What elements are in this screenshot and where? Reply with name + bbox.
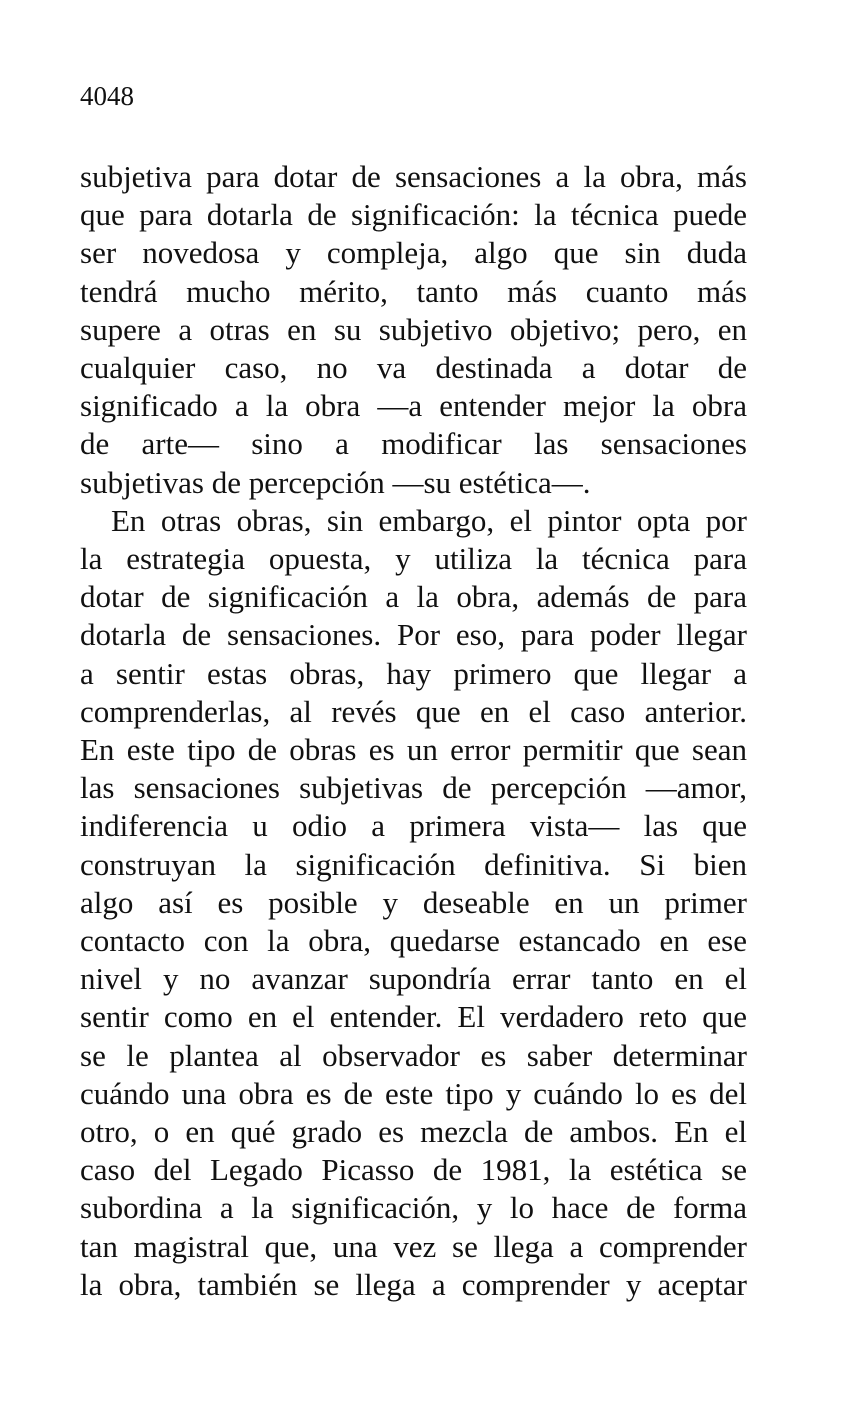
text-line: construyan la significación definitiva. Si bien <box>80 846 747 882</box>
text-line: otro, o en qué grado es mezcla de ambos. En el <box>80 1114 747 1150</box>
text-line: dotarla de sensaciones. Por eso, para poder llegar <box>80 617 747 653</box>
text-line: la estrategia opuesta, y utiliza la técnica para <box>80 541 747 577</box>
text-line: cuándo una obra es de este tipo y cuándo lo es del <box>80 1075 747 1111</box>
text-line: comprenderlas, al revés que en el caso anterior. <box>80 693 747 729</box>
text-line: indiferencia u odio a primera vista— las que <box>80 808 747 844</box>
text-line: En este tipo de obras es un error permitir que sean <box>80 732 747 768</box>
paragraph-1 <box>80 158 747 502</box>
text-line: a sentir estas obras, hay primero que llegar a <box>80 655 747 691</box>
text-line: significado a la obra —a entender mejor la obra <box>80 388 747 424</box>
text-line: subordina a la significación, y lo hace de forma <box>80 1190 747 1226</box>
text-line: nivel y no avanzar supondría errar tanto en el <box>80 961 747 997</box>
text-line: sentir como en el entender. El verdadero reto que <box>80 999 747 1035</box>
text-line: subjetiva para dotar de sensaciones a la obra, más <box>80 159 747 194</box>
text-line: contacto con la obra, quedarse estancado en ese <box>80 923 747 959</box>
text-line: algo así es posible y deseable en un primer <box>80 884 747 920</box>
body-text <box>80 158 747 1304</box>
text-line: caso del Legado Picasso de 1981, la estética se <box>80 1152 747 1188</box>
text-line: ser novedosa y compleja, algo que sin duda <box>80 235 747 271</box>
paragraph-2 <box>80 502 747 1304</box>
text-line: se le plantea al observador es saber determinar <box>80 1037 747 1073</box>
text-line: supere a otras en su subjetivo objetivo; pero, en <box>80 311 747 347</box>
text-line: que para dotarla de significación: la técnica puede <box>80 197 747 233</box>
text-line: dotar de significación a la obra, además de para <box>80 579 747 615</box>
text-line: cualquier caso, no va destinada a dotar de <box>80 350 747 386</box>
text-line: la obra, también se llega a comprender y aceptar <box>80 1266 747 1302</box>
text-line: tendrá mucho mérito, tanto más cuanto más <box>80 273 747 309</box>
text-line: las sensaciones subjetivas de percepción —amor, <box>80 770 747 806</box>
text-line: En otras obras, sin embargo, el pintor opta por <box>111 502 747 538</box>
text-line: subjetivas de percepción —su estética—. <box>80 464 591 500</box>
text-line: de arte— sino a modificar las sensaciones <box>80 426 747 462</box>
text-line: tan magistral que, una vez se llega a comprender <box>80 1228 747 1264</box>
page-number: 4048 <box>80 81 134 111</box>
